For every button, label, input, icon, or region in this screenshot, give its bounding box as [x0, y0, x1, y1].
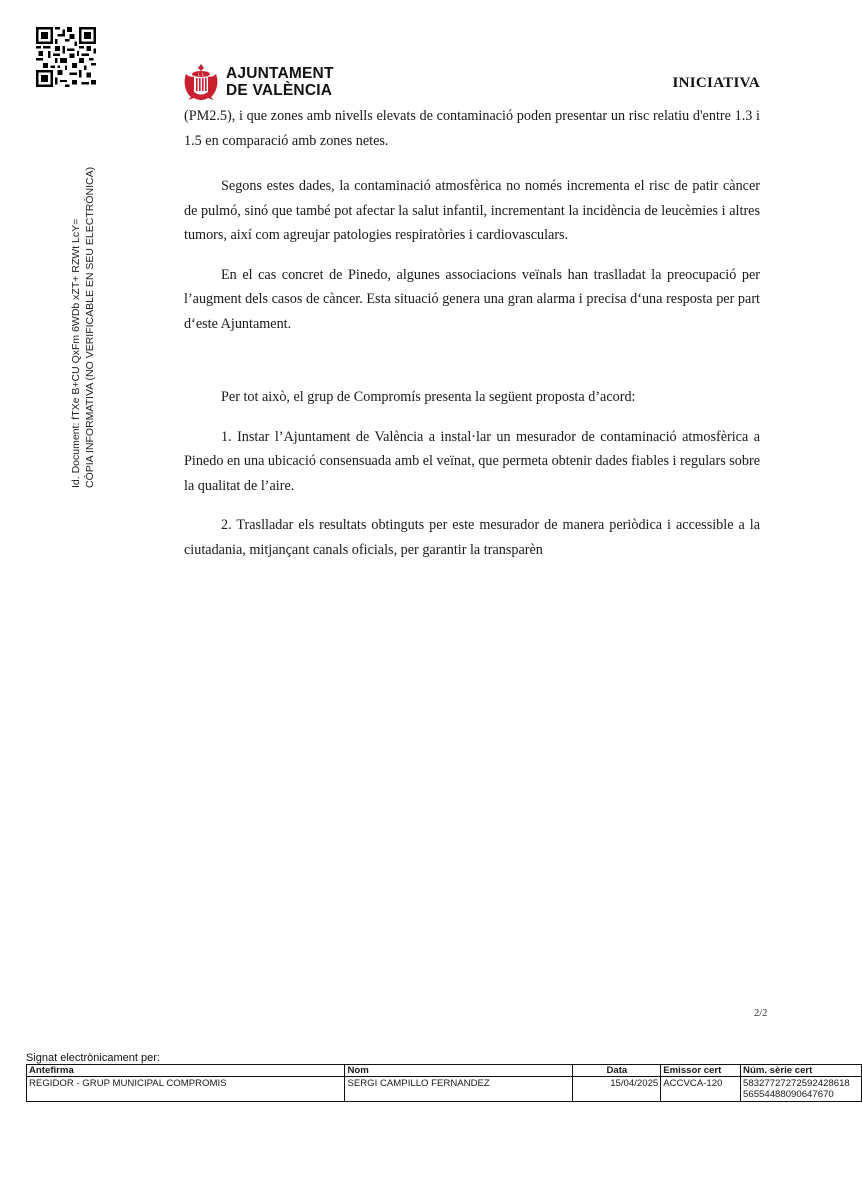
- agreement-item-2: 2. Traslladar els resultats obtinguts per este mesurador de manera periòdica i accessible a la ciutadania, mitjançant canals oficials, per garantir la transparèn: [184, 517, 760, 558]
- header-serie: Núm. sèrie cert: [741, 1065, 862, 1077]
- cell-nom: SERGI CAMPILLO FERNANDEZ: [345, 1077, 573, 1102]
- document-id-vertical: [70, 167, 97, 488]
- copy-notice: CÒPIA INFORMATIVA (NO VERIFICABLE EN SEU ELECTRÒNICA): [83, 166, 96, 488]
- document-body: [184, 104, 760, 577]
- cell-serie: [741, 1077, 862, 1102]
- logo-line-1: AJUNTAMENT: [226, 65, 334, 82]
- paragraph-1: (PM2.5), i que zones amb nivells elevats de contaminació poden presentar un risc relatiu d'entre 1.3 i 1.5 en comparació amb zones netes.: [184, 108, 760, 149]
- header-data: Data: [573, 1065, 661, 1077]
- cell-data: 15/04/2025: [573, 1077, 661, 1102]
- document-type: INICIATIVA: [672, 75, 760, 91]
- signature-label: Signat electrònicament per:: [26, 1052, 160, 1064]
- signature-header-row: [27, 1065, 862, 1077]
- serie-line-1: 58327727272592428618: [743, 1078, 850, 1089]
- header-antefirma: Antefirma: [27, 1065, 345, 1077]
- paragraph-2: Segons estes dades, la contaminació atmosfèrica no només incrementa el risc de patir càncer de pulmó, sinó que també pot afectar la salut infantil, incrementant la incidència de leucèmies i altres tumors, així com agreujar patologies respiratòries i cardiovasculars.: [184, 178, 760, 243]
- signature-table: [26, 1064, 862, 1102]
- svg-text:L L: L L: [198, 72, 204, 77]
- serie-line-2: 56554488090647670: [743, 1089, 834, 1100]
- city-logo: [182, 62, 334, 102]
- cell-emissor: ACCVCA-120: [661, 1077, 741, 1102]
- agreement-item-1: 1. Instar l’Ajuntament de València a instal·lar un mesurador de contaminació atmosfèrica a Pinedo en una ubicació consensuada amb el veïnat, que permeta obtenir dades fiables i regulars sobre la qualitat de l’aire.: [184, 428, 760, 494]
- paragraph-proposal-intro: Per tot això, el grup de Compromís presenta la següent proposta d’acord:: [221, 389, 636, 405]
- paragraph-3: En el cas concret de Pinedo, algunes associacions veïnals han traslladat la preocupació per l’augment dels casos de càncer. Esta situació genera una gran alarma i precisa d‘una resposta per part d‘este Ajuntament.: [184, 266, 760, 332]
- coat-of-arms-icon: [182, 62, 220, 102]
- cell-antefirma: REGIDOR - GRUP MUNICIPAL COMPROMIS: [27, 1077, 345, 1102]
- document-id: Id. Document: fTXe B+CU QxFm 6WDb xZT+ RZWt LcY=: [70, 218, 82, 488]
- table-row: [27, 1077, 862, 1102]
- logo-line-2: DE VALÈNCIA: [226, 82, 333, 99]
- header-emissor: Emissor cert: [661, 1065, 741, 1077]
- header-nom: Nom: [345, 1065, 573, 1077]
- qr-code: [36, 27, 96, 87]
- page-number: 2/2: [754, 1008, 768, 1019]
